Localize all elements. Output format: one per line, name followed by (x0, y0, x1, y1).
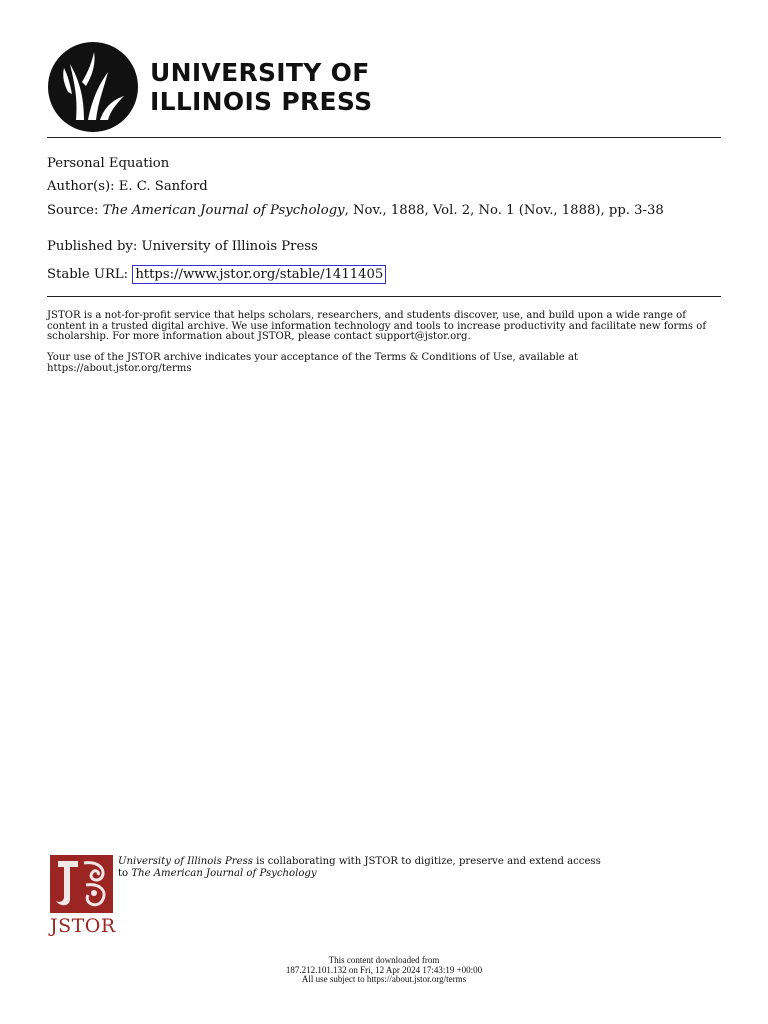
source-details: , Nov., 1888, Vol. 2, No. 1 (Nov., 1888), pp. 3-38 (344, 203, 664, 218)
source-label: Source: (47, 203, 99, 218)
jstor-notice-paragraph: JSTOR is a not-for-profit service that helps scholars, researchers, and students discover, use, and build upon a wide range of content in a trusted digital archive. We use information technology and tools to increase productivity and facilitate new forms of scholarship. For more information about JSTOR, please contact support@jstor.org. (47, 310, 707, 343)
collaboration-line-2 (118, 868, 718, 880)
collaboration-to: to (118, 868, 132, 879)
footer-line-3: All use subject to https://about.jstor.org/terms (301, 974, 467, 985)
logo-line-1: UNIVERSITY OF (150, 58, 370, 87)
middle-divider (47, 296, 721, 297)
illinois-press-emblem-icon (48, 42, 138, 132)
article-source (47, 204, 721, 218)
article-author (47, 180, 721, 194)
article-publisher (47, 240, 721, 254)
terms-notice-line-1: Your use of the JSTOR archive indicates your acceptance of the Terms & Conditions of Use, available at (47, 352, 579, 363)
jstor-emblem-icon (50, 855, 113, 913)
publisher-logo (48, 42, 372, 132)
author-label: Author(s): (47, 179, 115, 194)
jstor-wordmark: JSTOR (50, 915, 116, 937)
article-title-text: Personal Equation (47, 156, 170, 171)
download-footer (0, 956, 768, 985)
stable-url-label: Stable URL: (47, 267, 129, 282)
collaboration-line-1 (118, 856, 718, 868)
source-journal: The American Journal of Psychology (102, 203, 345, 218)
article-stable-url (47, 268, 721, 282)
jstor-logo (50, 855, 116, 937)
collaboration-press: University of Illinois Press (118, 856, 253, 867)
publisher-name: University of Illinois Press (141, 239, 318, 254)
published-by-label: Published by: (47, 239, 138, 254)
footer-line-1: This content downloaded from (328, 955, 440, 965)
article-title (47, 157, 721, 171)
collaboration-middle: is collaborating with JSTOR to digitize, preserve and extend access (252, 856, 601, 867)
top-divider (47, 137, 721, 138)
terms-notice-paragraph (47, 353, 721, 374)
footer-line-2: 187.212.101.132 on Fri, 12 Apr 2024 17:43:19 +00:00 (285, 964, 483, 975)
collaboration-journal: The American Journal of Psychology (131, 868, 317, 879)
terms-url-link[interactable]: https://about.jstor.org/terms (47, 362, 192, 374)
collaboration-statement (118, 856, 718, 880)
publisher-logo-text (150, 58, 372, 116)
logo-line-2: ILLINOIS PRESS (150, 87, 373, 116)
author-name: E. C. Sanford (118, 179, 208, 194)
stable-url-link[interactable]: https://www.jstor.org/stable/1411405 (132, 265, 386, 284)
